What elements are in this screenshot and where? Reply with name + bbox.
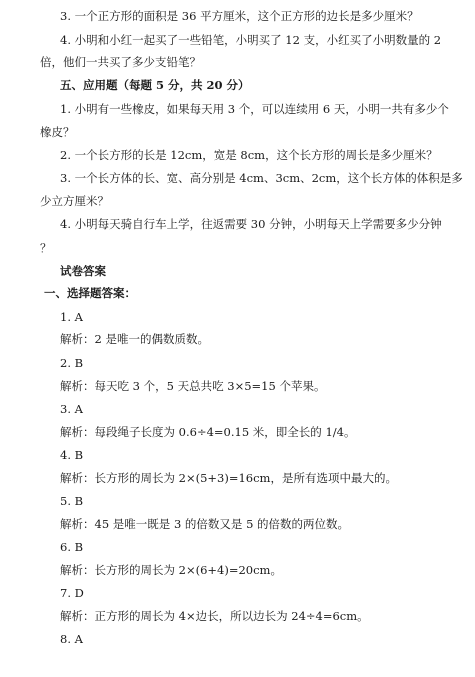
app-question-4: 4. 小明每天骑自行车上学，往返需要 30 分钟，小明每天上学需要多少分钟 (60, 217, 442, 231)
app-question-1-cont: 橡皮？ (40, 125, 75, 139)
answer-3: 3. A (60, 402, 83, 416)
section-heading-applications: 五、应用题（每题 5 分，共 20 分） (60, 78, 250, 92)
answer-8: 8. A (60, 632, 83, 646)
app-question-1: 1. 小明有一些橡皮，如果每天用 3 个，可以连续用 6 天，小明一共有多少个 (60, 102, 449, 116)
app-question-2: 2. 一个长方形的长是 12cm，宽是 8cm，这个长方形的周长是多少厘米？ (60, 148, 438, 162)
explanation-4: 解析：长方形的周长为 2×(5+3)=16cm，是所有选项中最大的。 (60, 471, 397, 485)
app-question-3-cont: 少立方厘米？ (40, 194, 109, 208)
explanation-7: 解析：正方形的周长为 4×边长，所以边长为 24÷4=6cm。 (60, 609, 369, 623)
explanation-3: 解析：每段绳子长度为 0.6÷4=0.15 米，即全长的 1/4。 (60, 425, 356, 439)
answer-7: 7. D (60, 586, 84, 600)
app-question-4-cont: ？ (40, 241, 52, 255)
explanation-6: 解析：长方形的周长为 2×(6+4)=20cm。 (60, 563, 282, 577)
question-4-cont: 倍，他们一共买了多少支铅笔？ (40, 55, 201, 69)
answer-1: 1. A (60, 310, 83, 324)
question-4: 4. 小明和小红一起买了一些铅笔，小明买了 12 支，小红买了小明数量的 2 (60, 33, 442, 47)
answer-6: 6. B (60, 540, 84, 554)
explanation-1: 解析：2 是唯一的偶数质数。 (60, 332, 209, 346)
app-question-3: 3. 一个长方体的长、宽、高分别是 4cm、3cm、2cm，这个长方体的体积是多 (60, 171, 463, 185)
answer-5: 5. B (60, 494, 84, 508)
answer-4: 4. B (60, 448, 84, 462)
answer-key-title: 试卷答案 (60, 264, 106, 278)
question-3: 3. 一个正方形的面积是 36 平方厘米，这个正方形的边长是多少厘米？ (60, 9, 419, 23)
answer-2: 2. B (60, 356, 84, 370)
explanation-5: 解析：45 是唯一既是 3 的倍数又是 5 的倍数的两位数。 (60, 517, 350, 531)
answer-section-heading: 一、选择题答案： (44, 286, 136, 300)
explanation-2: 解析：每天吃 3 个，5 天总共吃 3×5=15 个苹果。 (60, 379, 326, 393)
